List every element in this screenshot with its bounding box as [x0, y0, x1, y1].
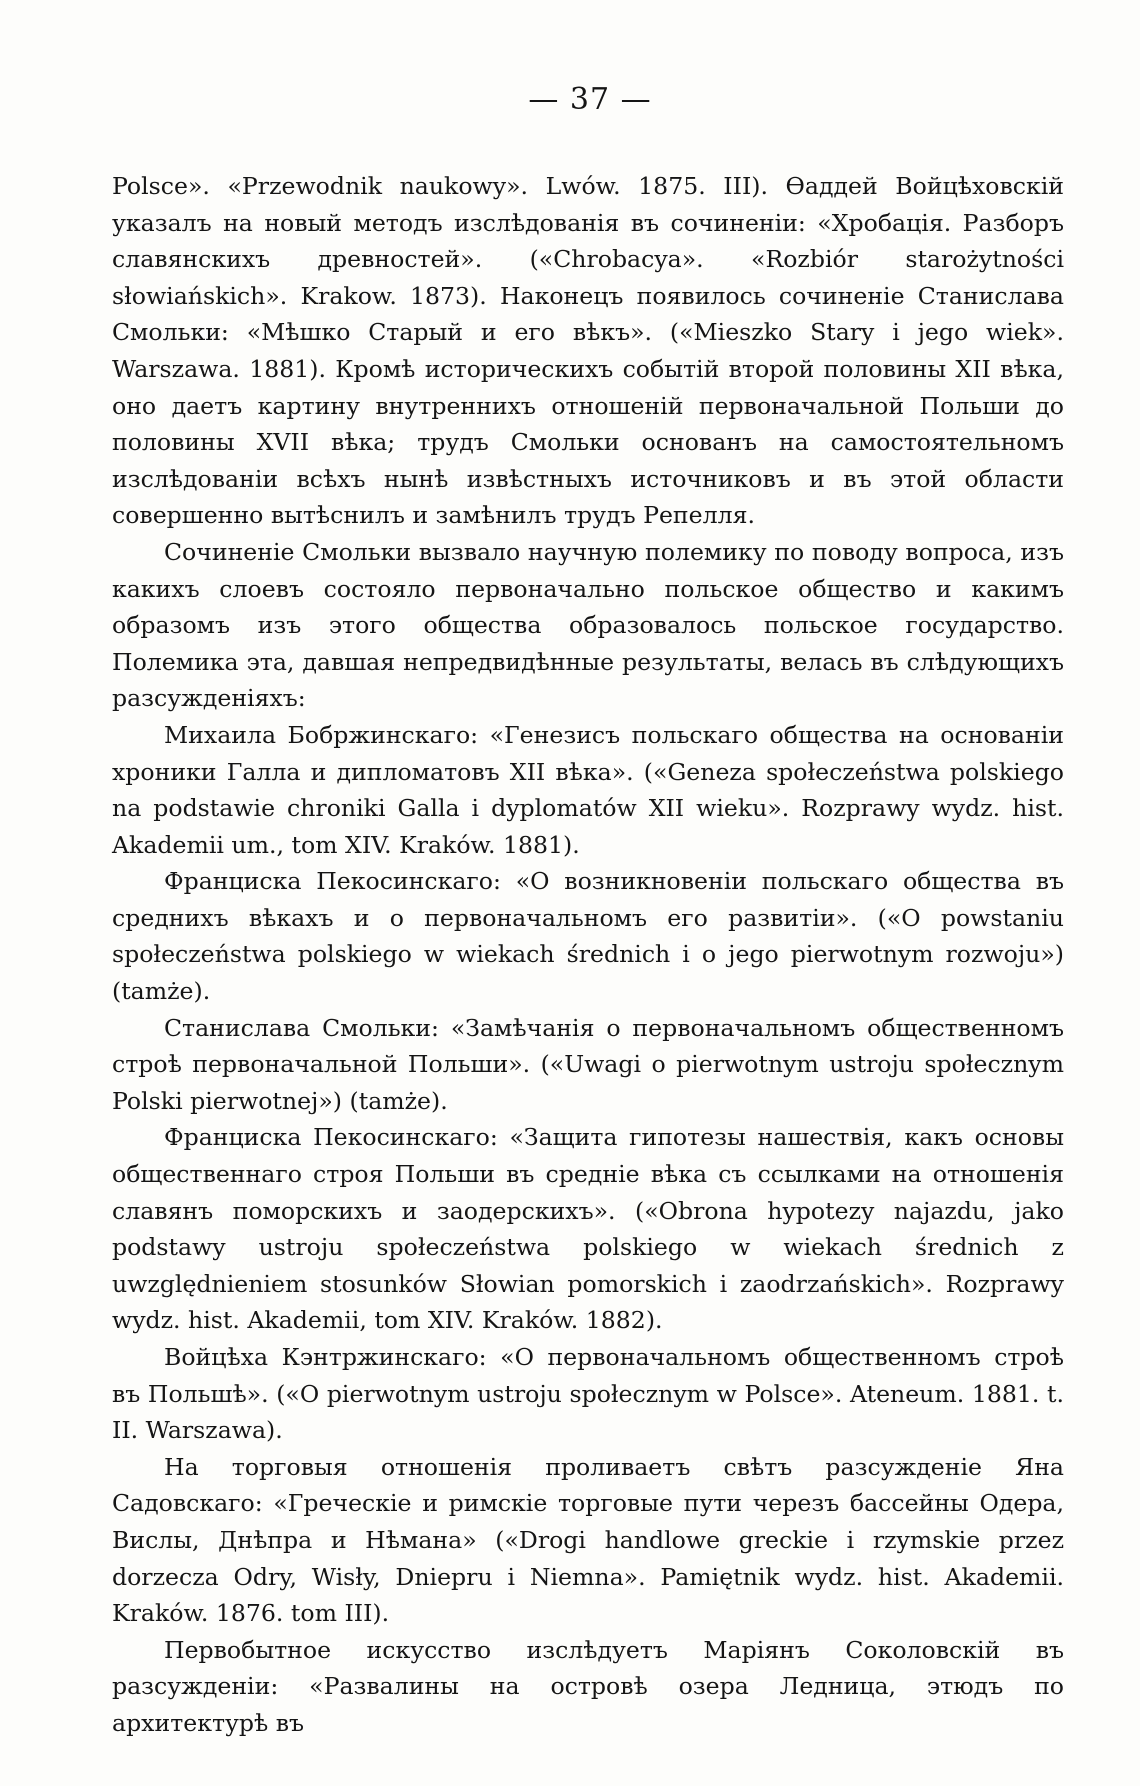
paragraph-4: Франциска Пекосинскаго: «О возникновеніи польскаго общества въ среднихъ вѣкахъ и о первоначальномъ его развитіи». («O powstaniu społeczeństwa polskiego w wiekach średnich i o jego pierwotnym rozwoju») (tamże).	[112, 867, 1064, 1006]
page-body	[112, 168, 1064, 1742]
paragraph-7: Войцѣха Кэнтржинскаго: «О первоначальномъ общественномъ строѣ въ Польшѣ». («O pierwotnym ustroju społecznym w Polsce». Ateneum. 1881. t. II. Warszawa).	[112, 1343, 1064, 1445]
paragraph-5: Станислава Смольки: «Замѣчанія о первоначальномъ общественномъ строѣ первоначальной Польши». («Uwagi o pierwotnym ustroju społecznym Polski pierwotnej») (tamże).	[112, 1013, 1064, 1115]
paragraph-1: Polsce». «Przewodnik naukowy». Lwów. 1875. III). Ѳаддей Войцѣховскій указалъ на новый методъ изслѣдованія въ сочиненіи: «Хробація. Разборъ славянскихъ древностей». («Chrobacya». «Rozbiór starożytności słowiańskich». Krakow. 1873). Наконецъ появилось сочиненіе Станислава Смольки: «Мѣшко Старый и его вѣкъ». («Mieszko Stary i jego wiek». Warszawa. 1881). Кромѣ историческихъ событій второй половины XII вѣка, оно даетъ картину внутреннихъ отношеній первоначальной Польши до половины XVII вѣка; трудъ Смольки основанъ на самостоятельномъ изслѣдованіи всѣхъ нынѣ извѣстныхъ источниковъ и въ этой области совершенно вытѣснилъ и замѣнилъ трудъ Репелля.	[112, 172, 1064, 530]
paragraph-8: На торговыя отношенія проливаетъ свѣтъ разсужденіе Яна Садовскаго: «Греческіе и римскіе торговые пути черезъ бассейны Одера, Вислы, Днѣпра и Нѣмана» («Drogi handlowe greckie i rzymskie przez dorzecza Odry, Wisły, Dniepru i Niemna». Pamiętnik wydz. hist. Akademii. Kraków. 1876. tom III).	[112, 1452, 1064, 1628]
paragraph-2: Сочиненіе Смольки вызвало научную полемику по поводу вопроса, изъ какихъ слоевъ состояло первоначально польское общество и какимъ образомъ изъ этого общества образовалось польское государство. Полемика эта, давшая непредвидѣнные результаты, велась въ слѣдующихъ разсужденіяхъ:	[112, 537, 1064, 713]
paragraph-6: Франциска Пекосинскаго: «Защита гипотезы нашествія, какъ основы общественнаго строя Польши въ средніе вѣка съ ссылками на отношенія славянъ поморскихъ и заодерскихъ». («Obrona hypotezy najazdu, jako podstawy ustroju społeczeństwa polskiego w wiekach średnich z uwzględnieniem stosunków Słowian pomorskich i zaodrzańskich». Rozprawy wydz. hist. Akademii, tom XIV. Kraków. 1882).	[112, 1123, 1064, 1335]
paragraph-3: Михаила Бобржинскаго: «Генезисъ польскаго общества на основаніи хроники Галла и дипломатовъ XII вѣка». («Geneza społeczeństwa polskiego na podstawie chroniki Galla i dyplomatów XII wieku». Rozprawy wydz. hist. Akademii um., tom XIV. Kraków. 1881).	[112, 720, 1064, 859]
paragraph-9: Первобытное искусство изслѣдуетъ Маріянъ Соколовскій въ разсужденіи: «Развалины на островѣ озера Ледница, этюдъ по архитектурѣ въ	[112, 1635, 1064, 1737]
page-number: — 37 —	[528, 82, 652, 117]
